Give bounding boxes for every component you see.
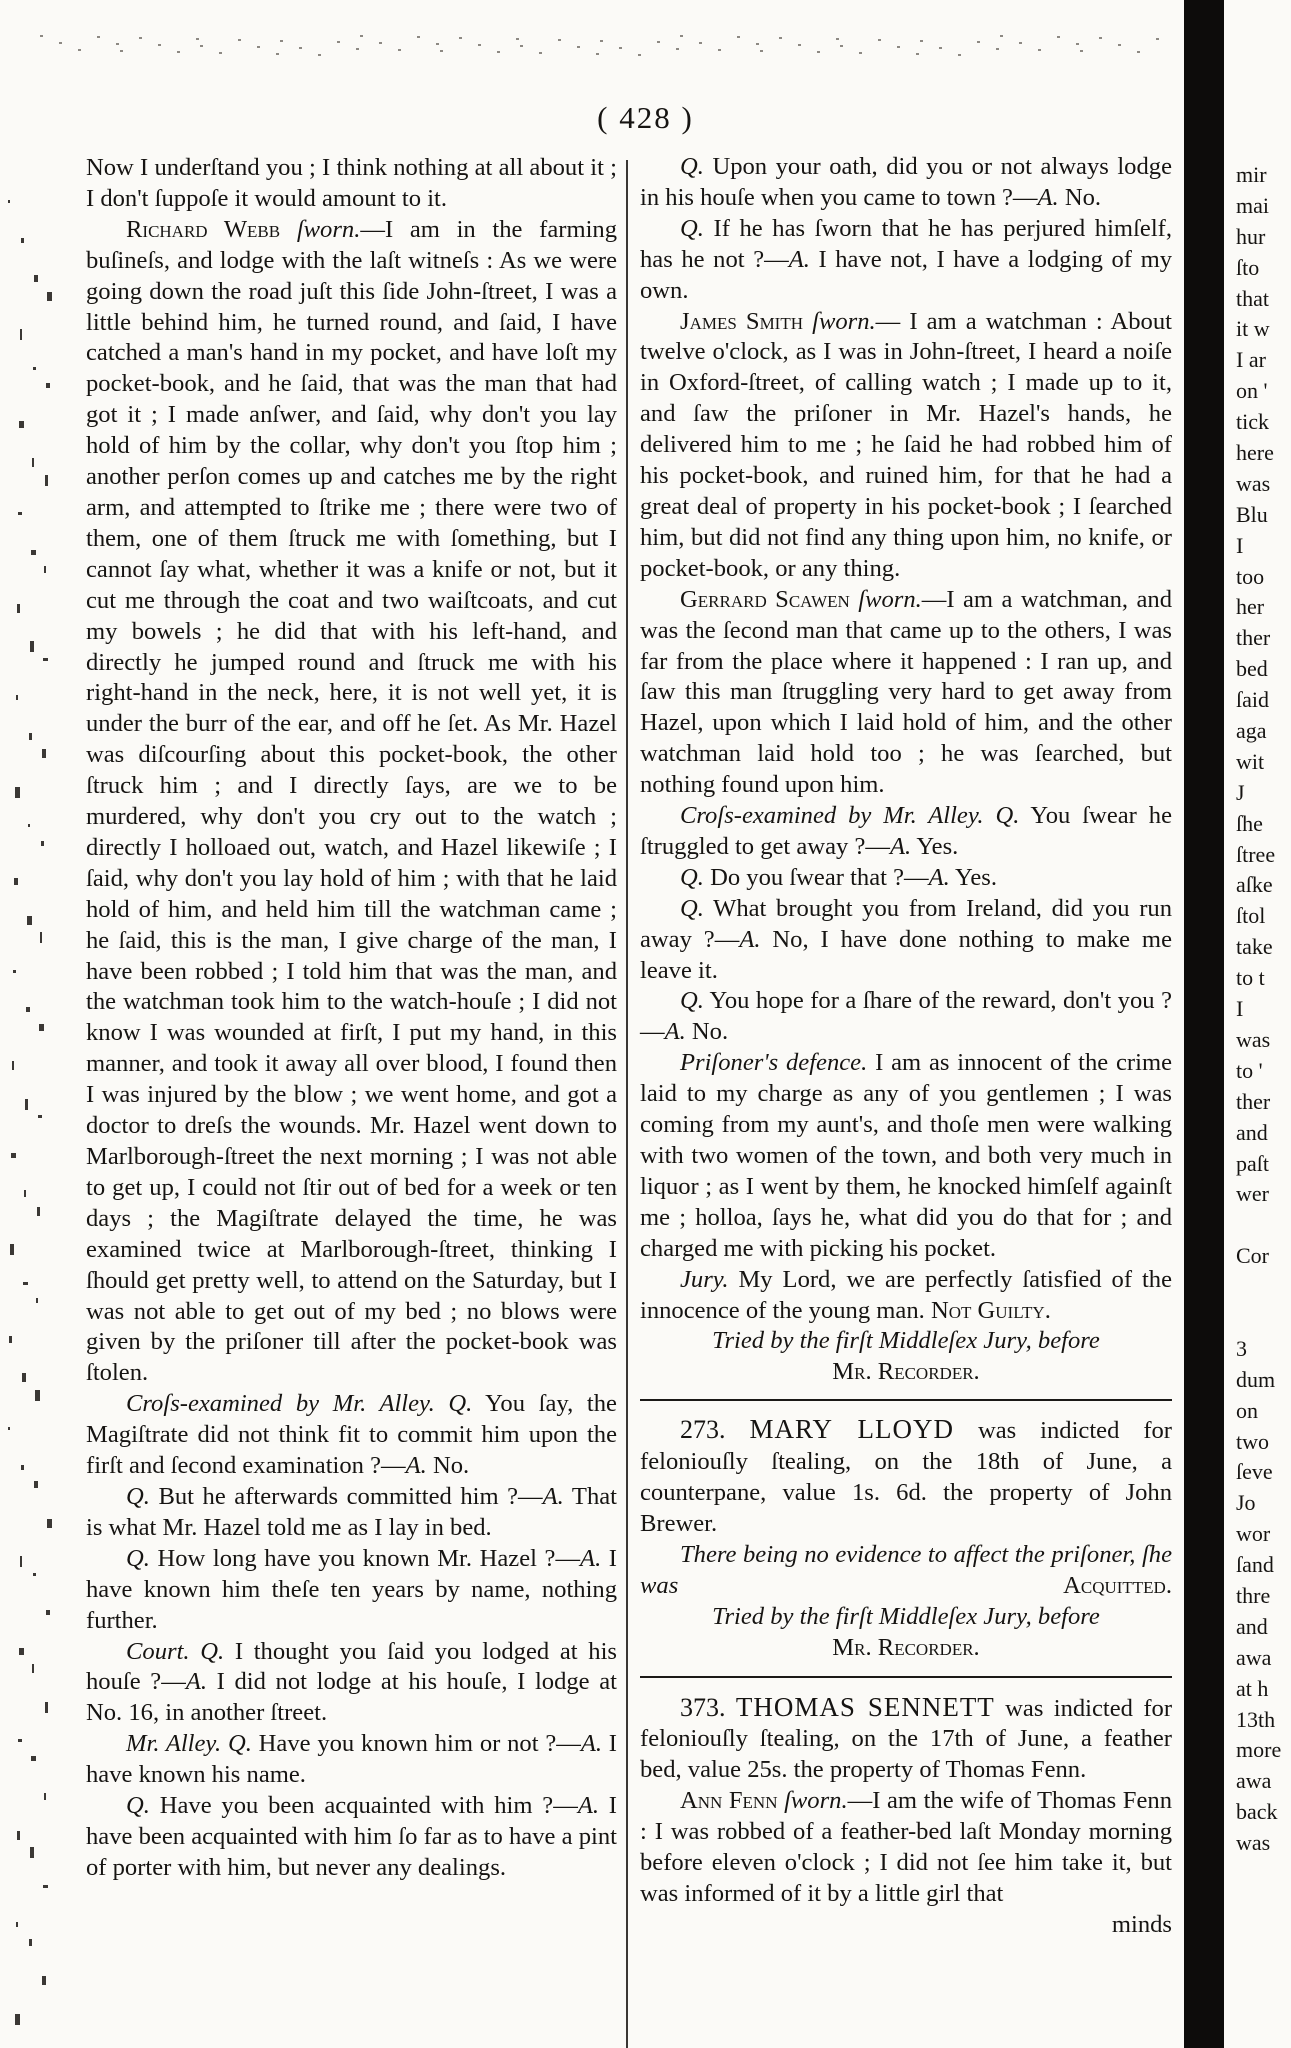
fragment-line: hur	[1236, 223, 1266, 249]
scan-mark	[34, 275, 38, 282]
scan-mark	[12, 1061, 14, 1070]
scan-speck	[139, 37, 142, 39]
scan-speck	[977, 41, 980, 43]
scan-speck	[596, 53, 599, 55]
scan-mark	[39, 1024, 44, 1031]
witness-name: Gerrard Scawen	[680, 585, 850, 613]
fragment-line: that	[1236, 285, 1269, 311]
fragment-line: to '	[1236, 1057, 1263, 1083]
scan-speck	[1080, 50, 1083, 52]
recorder-line: Mr. Recorder.	[832, 1633, 980, 1661]
scan-speck	[920, 40, 923, 42]
fragment-line: wer	[1236, 1181, 1269, 1207]
scan-speck	[558, 39, 561, 41]
scan-mark	[21, 1465, 24, 1470]
scan-mark	[35, 1390, 40, 1401]
scan-mark	[11, 1153, 16, 1158]
scan-mark	[41, 841, 44, 846]
fragment-line: mai	[1236, 192, 1269, 218]
scan-mark	[25, 1099, 28, 1110]
testimony-text: —I am in the farming buſineſs, and lodge with the laſt witneſs : As we were going down the road juſt this ſide John-ſtreet, I was a little behind him, he turned round, and ſaid, I have catched a man's hand in my pocket, and have loſt my pocket-book, and he ſaid, that was the man that had got it ; I made anſwer, and ſaid, why don't you lay hold of him by the collar, why don't you ſtop him ; another perſon comes up and catches me by the right arm, and attempted to ſtrike me ; there were two of them, one of them ſtruck me with ſomething, but I cannot ſay what, whether it was a knife or not, but it cut me through the coat and two waiſtcoats, and cut my bowels ; he did that with his left-hand, and directly he jumped round and ſtruck me with his right-hand in the neck, here, it is not well yet, it is under the burr of the ear, and off he ſet. As Mr. Hazel was diſcourſing about this pocket-book, the other ſtruck him ; and I directly ſays, are we to be murdered, why don't you cry out to the watch ; directly I holloaed out, watch, and Hazel likewiſe ; I ſaid, why don't you lay hold of him ; with that he laid hold of him, and held him till the watchman came ; he ſaid, this is the man, I give charge of the man, I have been robbed ; I told him that was the man, and the watchman took him to the watch-houſe ; I did not know I was wounded at firſt, I put my hand, in this manner, and took it away all over blood, I found then I was injured by the blow ; we went home, and got a doctor to dreſs the wounds. Mr. Hazel went down to Marlborough-ſtreet the next morning ; I was not able to get up, I could not ſtir out of bed for a week or ten days ; the Magiſtrate delayed the time, he was examined twice at Marlborough-ſtreet, thinking I ſhould get pretty well, to attend on the Saturday, but I was not able to get out of my bed ; no blows were given by the priſoner till after the pocket-book was ſtolen.	[86, 215, 618, 1387]
scan-mark	[38, 1115, 42, 1118]
scan-speck	[680, 35, 683, 37]
case-number: 373.	[680, 1692, 726, 1722]
case-number: 273.	[680, 1415, 726, 1445]
paragraph-perjured: Q. If he has ſworn that he has perjured himſelf, has he not ?—A. I have not, I have a lodging of my own.	[640, 214, 1172, 304]
scan-mark	[40, 932, 42, 943]
scan-mark	[44, 566, 46, 573]
scan-mark	[47, 1519, 52, 1528]
scan-noise	[0, 35, 1291, 75]
scan-mark	[9, 1336, 12, 1343]
scan-speck	[478, 44, 481, 46]
scan-speck	[120, 50, 123, 52]
scan-mark	[15, 2014, 20, 2025]
fragment-line: ſeve	[1236, 1459, 1273, 1485]
scan-mark	[33, 1573, 36, 1576]
fragment-line: here	[1236, 440, 1274, 466]
scan-speck	[356, 48, 359, 50]
paragraph-defence: Priſoner's defence. I am as innocent of the crime laid to my charge as any of you gentlemen ; I was coming from my aunt's, and thoſe men were walking with two women of the town, and both very much in liquor ; as I went by them, he knocked himſelf againſt me ; holloa, ſays he, what did you do that for ; and charged me with picking his pocket.	[640, 1049, 1172, 1262]
paragraph-q-committed: Q. But he afterwards committed him ?—A. That is what Mr. Hazel told me as I lay in bed.	[86, 1482, 617, 1541]
scan-mark	[30, 1847, 34, 1858]
fragment-line: back	[1236, 1799, 1278, 1825]
fragment-line: 13th	[1236, 1706, 1276, 1732]
scan-speck	[539, 52, 542, 54]
scan-mark	[20, 329, 22, 340]
scan-mark	[34, 1481, 38, 1488]
scan-speck	[257, 46, 260, 48]
recorder-line: Mr. Recorder.	[832, 1358, 980, 1386]
paragraph-acquainted: Q. Have you been acquainted with him ?—A. I have been acquainted with him ſo far as to have a pint of porter with him, but never any dealings.	[86, 1792, 617, 1881]
paragraph-james-smith: James Smith ſworn.— I am a watchman : About twelve o'clock, as I was in John-ſtreet, I heard a noiſe in Oxford-ſtreet, of calling watch ; I made up to it, and ſaw the priſoner in Mr. Hazel's hands, he delivered him to me ; he ſaid he had robbed him of his pocket-book, and ruined him, for that he had a great deal of property in his pocket-book ; I ſearched him, but did not find any thing upon him, no knife, or pocket-book, or any thing.	[640, 307, 1172, 582]
fragment-line: tick	[1236, 409, 1269, 435]
catchword: minds	[1111, 1910, 1172, 1938]
scan-mark	[26, 1007, 30, 1012]
scan-speck	[516, 38, 519, 40]
verdict: Acquitted.	[1063, 1571, 1172, 1599]
scan-mark	[19, 1648, 24, 1655]
scan-speck	[577, 46, 580, 48]
section-rule	[640, 1676, 1172, 1678]
column-divider	[626, 160, 628, 2048]
scan-speck	[1156, 38, 1159, 40]
scan-speck	[40, 35, 43, 37]
scan-speck	[737, 36, 740, 38]
paragraph-understand: Now I underſtand you ; I think nothing at all about it ; I don't ſuppoſe it would amount to it.	[86, 154, 617, 212]
scan-mark	[37, 1207, 40, 1216]
paragraph-richard-webb	[86, 215, 617, 1389]
fragment-line: bed	[1236, 656, 1268, 682]
paragraph-swear: Q. Do you ſwear that ?—A. Yes.	[680, 863, 997, 891]
tried-line: Tried by the firſt Middleſex Jury, before	[712, 1602, 1100, 1630]
scan-speck	[299, 47, 302, 49]
scan-speck	[497, 51, 500, 53]
scan-mark	[18, 512, 22, 515]
scan-mark	[8, 1427, 10, 1430]
scan-speck	[916, 53, 919, 55]
paragraph-gerrard-scawen: Gerrard Scawen ſworn.—I am a watchman, and was the ſecond man that came up to the others, I was far from the place where it happened : I ran up, and ſaw this man ſtruggling very hard to get away from Hazel, upon which I laid hold of him, and the other watchman laid hold too ; he was ſearched, but nothing found upon him.	[640, 585, 1172, 799]
scan-speck	[1118, 44, 1121, 46]
evidence-note: There being no evidence to affect the priſoner, ſhe was Acquitted.	[640, 1540, 1172, 1602]
fragment-line: and	[1236, 1613, 1268, 1639]
scan-mark	[46, 1610, 50, 1615]
scan-speck	[840, 45, 843, 47]
scan-mark	[45, 475, 48, 486]
scan-mark	[36, 1298, 38, 1303]
page-number: ( 428 )	[597, 100, 694, 135]
scan-speck	[1057, 36, 1060, 38]
scan-speck	[59, 42, 62, 44]
scan-speck	[1099, 37, 1102, 39]
scan-speck	[779, 37, 782, 39]
fragment-line: Cor	[1236, 1243, 1269, 1269]
scan-mark	[31, 550, 36, 555]
scan-speck	[676, 48, 679, 50]
fragment-line: aſke	[1236, 872, 1273, 898]
scan-speck	[939, 47, 942, 49]
scan-mark	[30, 641, 34, 652]
fragment-line: I ar	[1236, 347, 1266, 373]
sworn-label: ſworn.	[296, 215, 361, 243]
paragraph-ann-fenn: Ann Fenn ſworn.—I am the wife of Thomas Fenn : I was robbed of a feather-bed laſt Monday morning before eleven o'clock ; I did not ſee him take it, but was informed of it by a little girl that	[640, 1787, 1172, 1907]
scan-speck	[760, 50, 763, 52]
fragment-line: wor	[1236, 1521, 1271, 1547]
fragment-line: at h	[1236, 1675, 1269, 1701]
fragment-line: ſtree	[1236, 841, 1276, 867]
fragment-line: Jo	[1236, 1490, 1256, 1516]
scan-speck	[200, 45, 203, 47]
scan-speck	[619, 47, 622, 49]
scan-speck	[897, 46, 900, 48]
middle-column	[640, 152, 1172, 1941]
scan-speck	[600, 40, 603, 42]
paragraph-jury: Jury. My Lord, we are perfectly ſatisfied of the innocence of the young man. Not Guilty.	[640, 1265, 1172, 1324]
scan-mark	[17, 604, 20, 613]
scan-speck	[276, 53, 279, 55]
scan-mark	[29, 1939, 32, 1946]
scan-speck	[196, 38, 199, 40]
fragment-line: was	[1236, 1830, 1271, 1856]
fragment-line: awa	[1236, 1644, 1272, 1670]
scan-speck	[520, 45, 523, 47]
fragment-line: I	[1236, 996, 1244, 1022]
case-273: 273. MARY LLOYD was indicted for feloniouſly ſtealing, on the 18th of June, a counterpane, value 1s. 6d. the property of John Brewer.	[640, 1414, 1172, 1537]
fragment-line: to t	[1236, 965, 1265, 991]
fragment-line: ſand	[1236, 1552, 1274, 1578]
scan-speck	[78, 49, 81, 51]
scan-mark	[43, 658, 48, 661]
scan-speck	[958, 54, 961, 56]
paragraph-cross-exam: Croſs-examined by Mr. Alley. Q. You ſay, the Magiſtrate did not think fit to commit him upon the firſt and ſecond examination ?—A. No.	[86, 1390, 617, 1480]
scan-mark	[16, 695, 18, 700]
fragment-line: 3	[1236, 1335, 1247, 1361]
scan-speck	[360, 35, 363, 37]
fragment-line: I	[1236, 532, 1244, 558]
fragment-line: dum	[1236, 1366, 1276, 1392]
verdict: Not Guilty.	[930, 1296, 1051, 1324]
paragraph-mr-alley: Mr. Alley. Q. Have you known him or not ?—A. I have known his name.	[86, 1730, 617, 1789]
scan-mark	[23, 1282, 28, 1285]
fragment-line: ſaid	[1236, 687, 1269, 713]
scan-speck	[97, 36, 100, 38]
defendant-name: MARY LLOYD	[749, 1414, 955, 1445]
scan-mark	[10, 1244, 14, 1255]
fragment-line: thre	[1236, 1582, 1271, 1608]
fragment-line: aga	[1236, 718, 1267, 744]
scan-speck	[798, 44, 801, 46]
scan-speck	[638, 54, 641, 56]
fragment-line: was	[1236, 1026, 1271, 1052]
paragraph-oath: Q. Upon your oath, did you or not always lodge in his houſe when you came to town ?—A. No.	[640, 153, 1172, 211]
scan-speck	[756, 43, 759, 45]
scan-mark	[20, 1556, 22, 1567]
fragment-line: wit	[1236, 748, 1265, 774]
scan-mark	[32, 1664, 34, 1673]
case-373: 373. THOMAS SENNETT was indicted for feloniouſly ſtealing, on the 17th of June, a feather bed, value 25s. the property of Thomas Fenn.	[640, 1691, 1173, 1784]
scan-mark	[15, 787, 20, 798]
fragment-line: and	[1236, 1119, 1268, 1145]
witness-name: Ann Fenn	[680, 1787, 778, 1815]
fragment-line	[1236, 1303, 1291, 1334]
fragment-line: awa	[1236, 1768, 1272, 1794]
scan-speck	[238, 39, 241, 41]
scan-speck	[436, 43, 439, 45]
scan-speck	[1019, 42, 1022, 44]
scan-mark	[27, 916, 32, 925]
scan-speck	[177, 51, 180, 53]
scan-speck	[1038, 49, 1041, 51]
scan-speck	[817, 51, 820, 53]
scan-mark	[24, 1190, 26, 1197]
fragment-line: ther	[1236, 625, 1271, 651]
defendant-name: THOMAS SENNETT	[735, 1691, 995, 1722]
scan-mark	[17, 1831, 20, 1840]
left-column	[86, 153, 617, 1884]
fragment-line: mir	[1236, 162, 1267, 187]
scan-mark	[47, 292, 52, 301]
paragraph-q-how-long: Q. How long have you known Mr. Hazel ?—A. I have known him theſe ten years by name, nothing further.	[86, 1544, 617, 1634]
scan-speck	[657, 41, 660, 43]
scan-mark	[33, 367, 36, 370]
scan-mark	[19, 421, 24, 428]
fragment-line: her	[1236, 594, 1265, 620]
paragraph-reward: Q. You hope for a ſhare of the reward, don't you ?—A. No.	[640, 987, 1172, 1046]
fragment-line: more	[1236, 1737, 1282, 1763]
scan-mark	[44, 1793, 46, 1800]
paragraph-court: Court. Q. I thought you ſaid you lodged at his houſe ?—A. I did not lodge at his houſe, I lodge at No. 16, in another ſtreet.	[86, 1637, 617, 1727]
fragment-line: it w	[1236, 316, 1270, 342]
page-gutter-shadow	[1184, 0, 1224, 2048]
scan-mark	[42, 749, 46, 758]
scan-speck	[417, 36, 420, 38]
fragment-line	[1236, 1210, 1291, 1241]
facing-page-fragment	[1236, 160, 1291, 1859]
scan-speck	[280, 40, 283, 42]
fragment-line: ſhe	[1236, 810, 1263, 836]
scan-speck	[116, 43, 119, 45]
scan-speck	[836, 38, 839, 40]
scan-speck	[1076, 43, 1079, 45]
scan-mark	[8, 200, 10, 203]
scan-mark	[29, 733, 32, 740]
fragment-line: paſt	[1236, 1150, 1269, 1176]
scan-mark	[13, 970, 16, 973]
scan-speck	[859, 52, 862, 54]
scan-speck	[440, 50, 443, 52]
fragment-line: on '	[1236, 378, 1268, 404]
scan-speck	[996, 48, 999, 50]
witness-name: James Smith	[680, 307, 804, 335]
scan-mark	[32, 458, 34, 467]
scan-mark	[28, 824, 30, 827]
scan-speck	[878, 39, 881, 41]
fragment-line: was	[1236, 470, 1271, 496]
fragment-line: J	[1236, 779, 1245, 805]
scan-mark	[31, 1756, 36, 1761]
scan-speck	[158, 44, 161, 46]
scan-speck	[1137, 51, 1140, 53]
scan-mark	[14, 878, 18, 885]
fragment-line: ſtol	[1236, 903, 1266, 929]
scan-mark	[45, 1702, 48, 1713]
scan-mark	[16, 1922, 18, 1927]
scan-mark	[42, 1976, 46, 1985]
fragment-line: take	[1236, 934, 1273, 960]
scan-mark	[22, 1373, 26, 1382]
scan-margin-marks	[0, 200, 60, 2030]
scan-mark	[43, 1885, 48, 1888]
tried-line: Tried by the firſt Middleſex Jury, before	[712, 1327, 1100, 1355]
fragment-line: ſto	[1236, 254, 1260, 280]
witness-name: Richard Webb	[126, 215, 281, 243]
scan-speck	[379, 42, 382, 44]
scan-speck	[699, 42, 702, 44]
scan-speck	[1000, 35, 1003, 37]
fragment-line: too	[1236, 563, 1265, 589]
scan-speck	[318, 54, 321, 56]
fragment-line: Blu	[1236, 501, 1268, 527]
scan-mark	[18, 1739, 22, 1742]
scan-speck	[219, 52, 222, 54]
paragraph-ireland: Q. What brought you from Ireland, did you run away ?—A. No, I have done nothing to make me leave it.	[640, 894, 1172, 984]
scan-speck	[459, 37, 462, 39]
fragment-line	[1236, 1272, 1291, 1303]
fragment-line: two	[1236, 1428, 1269, 1454]
scan-speck	[718, 49, 721, 51]
scan-speck	[398, 49, 401, 51]
paragraph-cross-exam-alley: Croſs-examined by Mr. Alley. Q. You ſwear he ſtruggled to get away ?—A. Yes.	[640, 802, 1172, 860]
scan-speck	[337, 41, 340, 43]
scan-mark	[46, 383, 50, 388]
section-rule	[640, 1399, 1172, 1401]
fragment-line: on	[1236, 1397, 1258, 1423]
scan-mark	[21, 238, 24, 243]
fragment-line: ther	[1236, 1088, 1271, 1114]
